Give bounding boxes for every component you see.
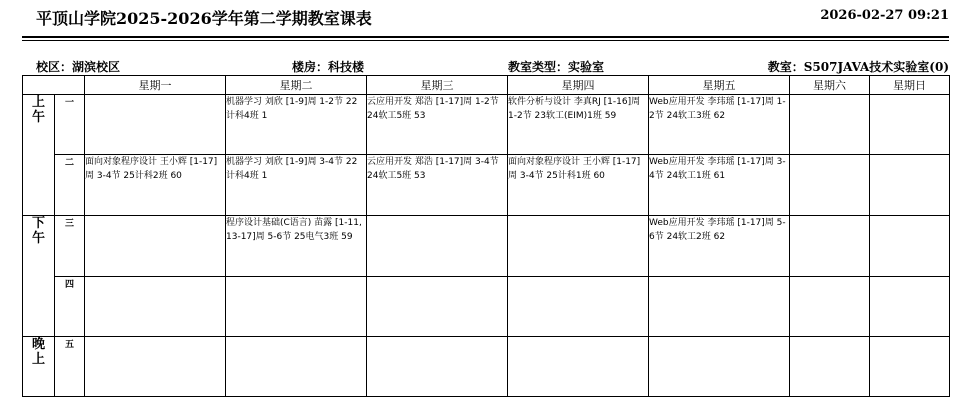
slot-label: 四 xyxy=(55,277,85,337)
course-cell: Web应用开发 李玮瑶 [1-17]周 1-2节 24软工3班 62 xyxy=(649,95,790,155)
course-cell xyxy=(85,277,226,337)
course-cell xyxy=(790,155,870,216)
course-cell xyxy=(790,277,870,337)
course-cell xyxy=(226,337,367,397)
course-cell xyxy=(870,277,950,337)
course-cell: 程序设计基础(C语言) 苗露 [1-11,13-17]周 5-6节 25电气3班 59 xyxy=(226,216,367,277)
day-header-wed: 星期三 xyxy=(367,76,508,95)
table-row xyxy=(23,216,950,277)
page-title: 平顶山学院2025-2026学年第二学期教室课表 xyxy=(36,9,372,28)
course-cell: 机器学习 刘欣 [1-9]周 3-4节 22计科4班 1 xyxy=(226,155,367,216)
period-afternoon xyxy=(23,216,55,337)
course-cell xyxy=(367,277,508,337)
day-header-row xyxy=(23,76,950,95)
course-cell: 面向对象程序设计 王小辉 [1-17]周 3-4节 25计科1班 60 xyxy=(508,155,649,216)
print-datetime: 2026-02-27 09:21 xyxy=(820,8,949,23)
course-cell xyxy=(367,216,508,277)
period-label: 上午 xyxy=(31,95,45,125)
table-row xyxy=(23,155,950,216)
room-type-label: 教室类型：实验室 xyxy=(508,60,605,74)
day-header-sun: 星期日 xyxy=(870,76,950,95)
course-cell xyxy=(226,277,367,337)
course-cell xyxy=(508,277,649,337)
course-cell: 机器学习 刘欣 [1-9]周 1-2节 22计科4班 1 xyxy=(226,95,367,155)
course-cell xyxy=(870,155,950,216)
day-header-tue: 星期二 xyxy=(226,76,367,95)
course-cell xyxy=(649,277,790,337)
course-cell xyxy=(85,95,226,155)
table-row xyxy=(23,277,950,337)
course-cell xyxy=(649,337,790,397)
slot-label: 二 xyxy=(55,155,85,216)
course-cell: Web应用开发 李玮瑶 [1-17]周 3-4节 24软工1班 61 xyxy=(649,155,790,216)
course-cell xyxy=(367,337,508,397)
room-label: 教室：S507JAVA技术实验室(0) xyxy=(767,60,949,74)
course-cell xyxy=(508,216,649,277)
course-cell xyxy=(870,337,950,397)
day-header-thu: 星期四 xyxy=(508,76,649,95)
timetable xyxy=(22,75,950,397)
building-label: 楼房：科技楼 xyxy=(292,60,365,74)
course-cell: Web应用开发 李玮瑶 [1-17]周 5-6节 24软工2班 62 xyxy=(649,216,790,277)
course-cell xyxy=(85,216,226,277)
period-evening xyxy=(23,337,55,397)
table-row xyxy=(23,95,950,155)
period-label: 晚上 xyxy=(31,337,45,367)
course-cell xyxy=(85,337,226,397)
campus-label: 校区：湖滨校区 xyxy=(36,60,121,74)
course-cell xyxy=(870,216,950,277)
table-row xyxy=(23,337,950,397)
course-cell: 云应用开发 郑浩 [1-17]周 1-2节 24软工5班 53 xyxy=(367,95,508,155)
course-cell: 云应用开发 郑浩 [1-17]周 3-4节 24软工5班 53 xyxy=(367,155,508,216)
header-rule xyxy=(22,36,949,38)
course-cell: 软件分析与设计 李真RJ [1-16]周 1-2节 23软工(EIM)1班 59 xyxy=(508,95,649,155)
period-label: 下午 xyxy=(31,216,45,246)
corner-cell xyxy=(23,76,85,95)
course-cell xyxy=(790,216,870,277)
course-cell xyxy=(508,337,649,397)
slot-label: 一 xyxy=(55,95,85,155)
slot-label: 三 xyxy=(55,216,85,277)
period-morning xyxy=(23,95,55,216)
course-cell: 面向对象程序设计 王小辉 [1-17]周 3-4节 25计科2班 60 xyxy=(85,155,226,216)
slot-label: 五 xyxy=(55,337,85,397)
day-header-mon: 星期一 xyxy=(85,76,226,95)
header-rule-thin xyxy=(22,40,949,41)
day-header-fri: 星期五 xyxy=(649,76,790,95)
course-cell xyxy=(790,337,870,397)
day-header-sat: 星期六 xyxy=(790,76,870,95)
course-cell xyxy=(790,95,870,155)
course-cell xyxy=(870,95,950,155)
